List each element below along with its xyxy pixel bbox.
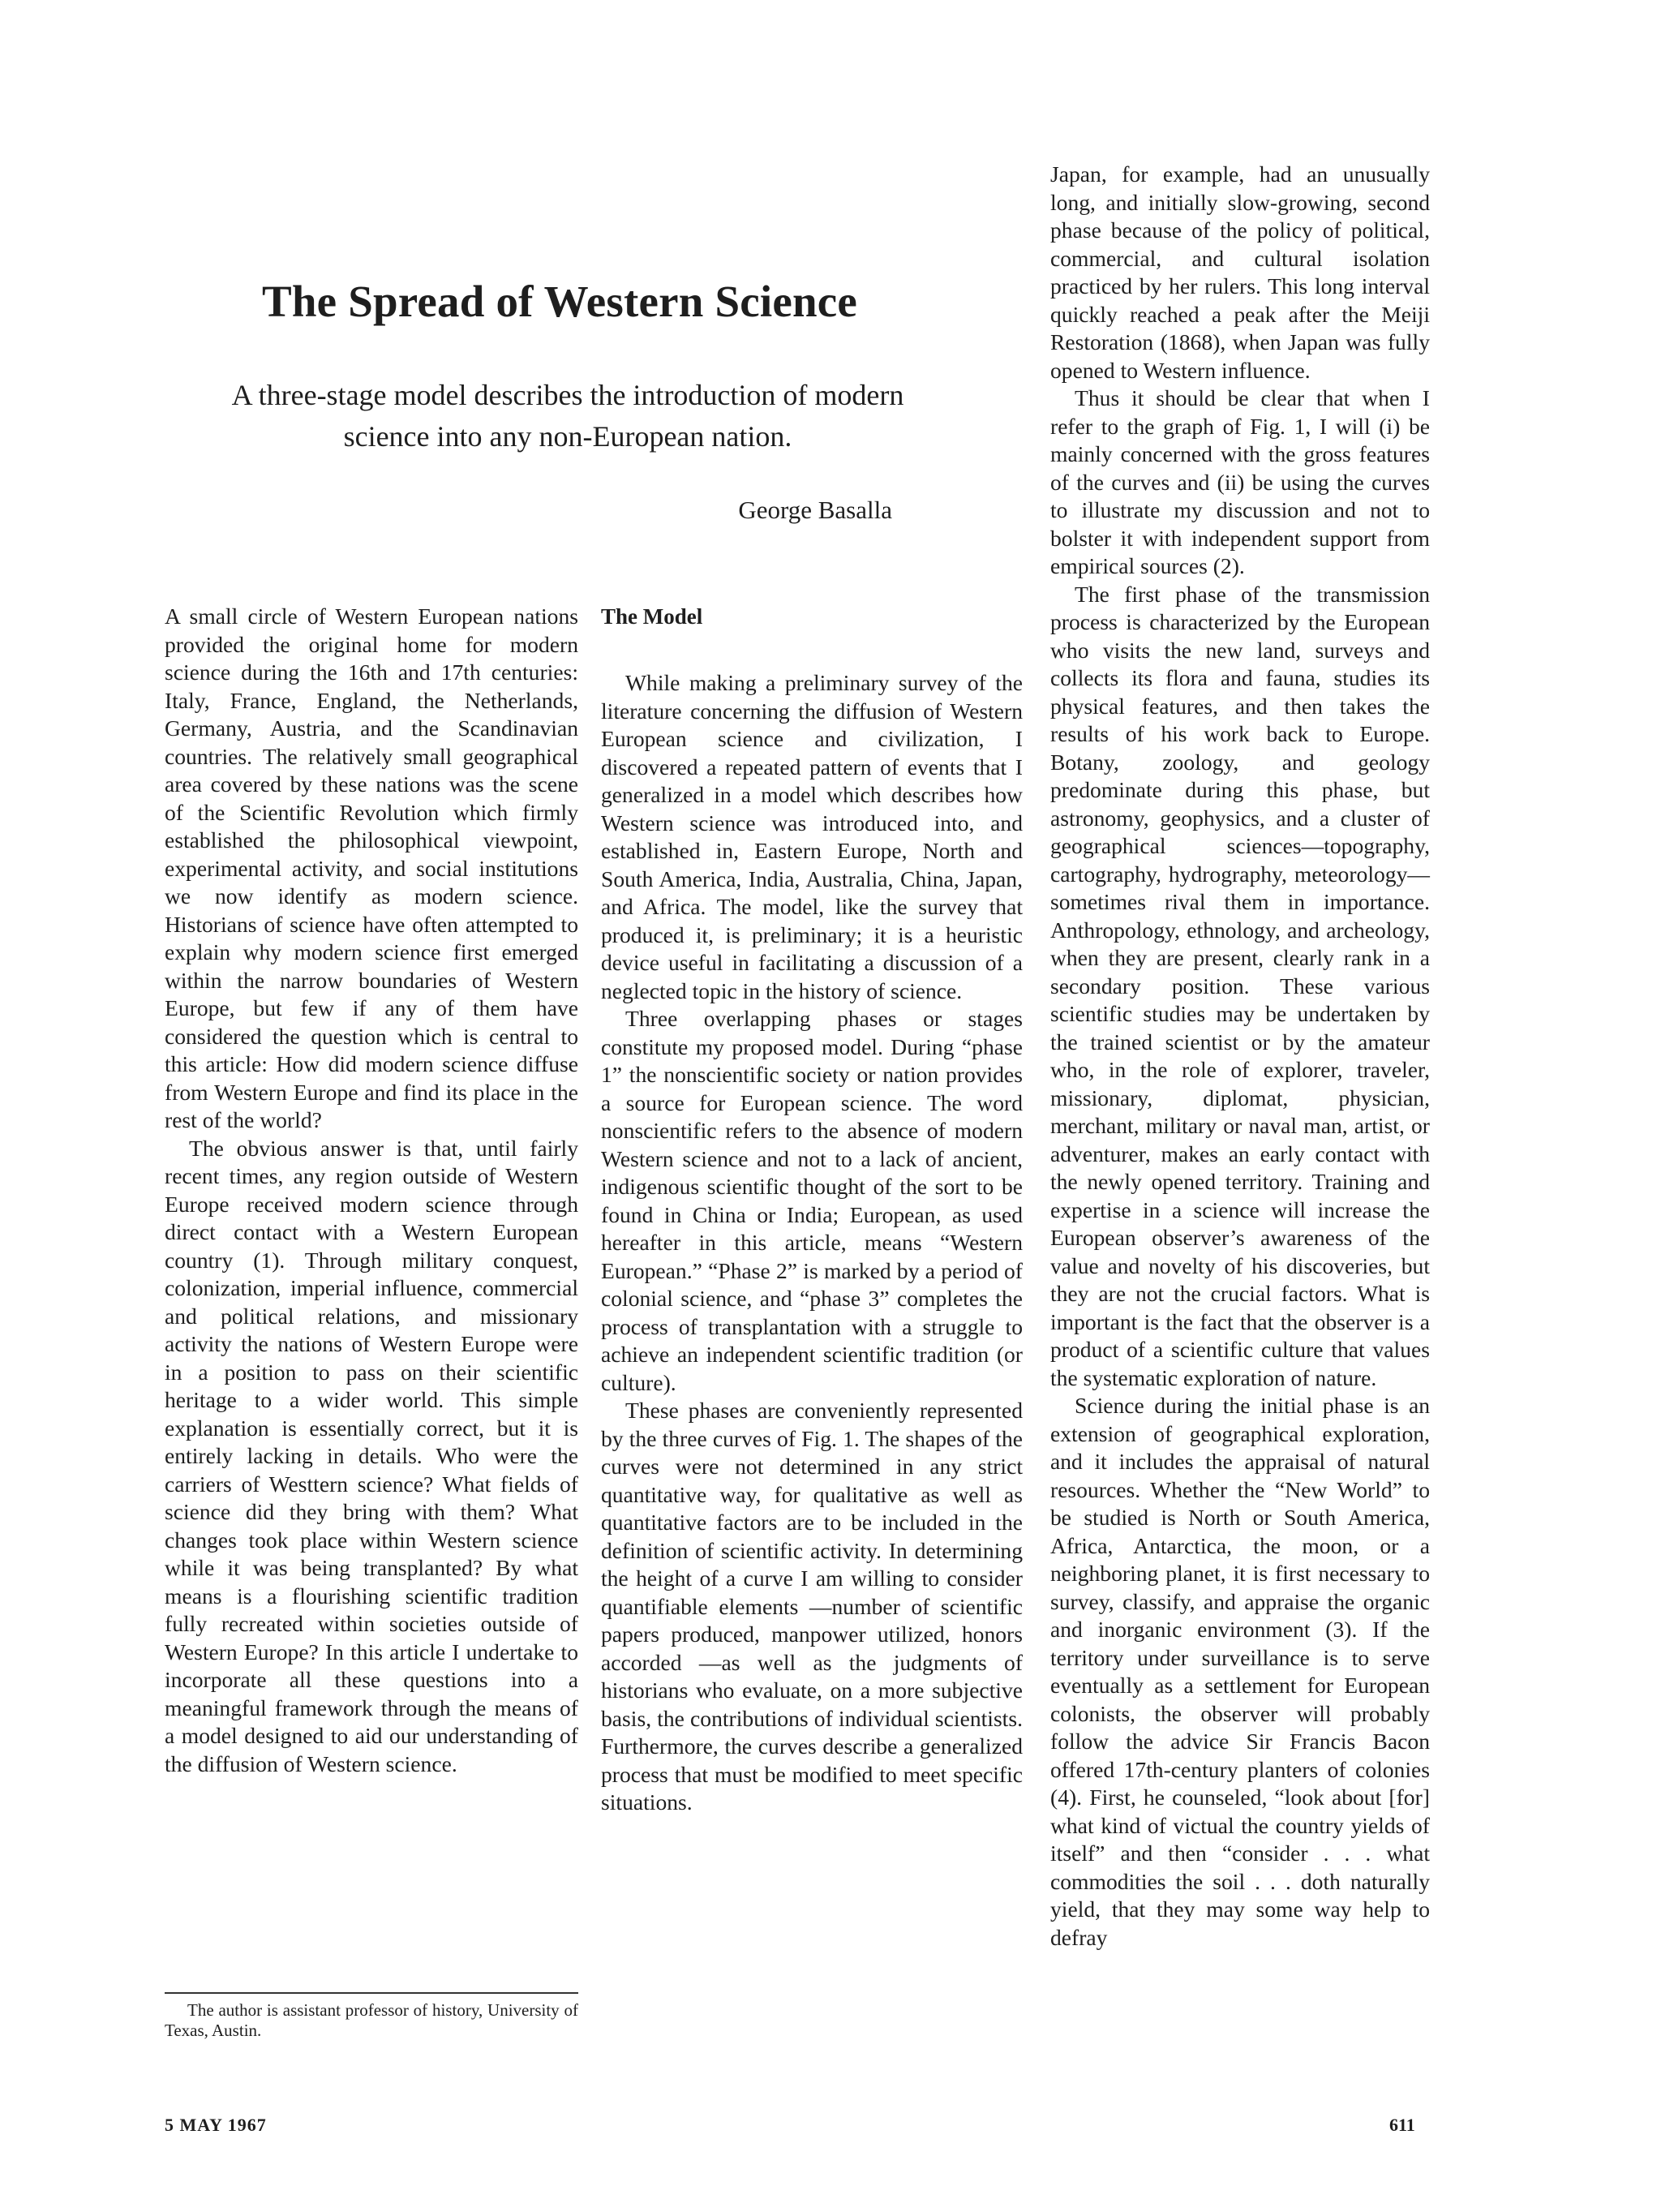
body-paragraph: These phases are conveniently represented by the three curves of Fig. 1. The shapes of the curves were not determined in any strict quantitative way, for qualitative as well as quantitative factors are to be included in the definition of scientific activity. In determining the height of a curve I am willing to consider quantifiable elements —number of scientific papers produced, manpower utilized, honors accorded —as well as the judgments of historians who evaluate, on a more subjective basis, the contributions of individual scientists. Furthermore, the curves describe a generalized process that must be modified to meet specific situations. <box>601 1398 1023 1815</box>
text-column-3 <box>1050 161 1430 1952</box>
body-paragraph: Thus it should be clear that when I refer to the graph of Fig. 1, I will (i) be mainly concerned with the gross features of the curves and (ii) be using the curves to illustrate my discussion and not to bolster it with independent support from empirical sources (2). <box>1050 385 1430 578</box>
body-paragraph: Science during the initial phase is an extension of geographical exploration, and it includes the appraisal of natural resources. Whether the “New World” to be studied is North or South America, Africa, Antarctica, the moon, or a neighboring planet, it is first necessary to survey, classify, and appraise the organic and inorganic environment (3). If the territory under surveillance is to serve eventually as a settlement for European colonists, the observer will probably follow the advice Sir Francis Bacon offered 17th-century planters of colonies (4). First, he counseled, “look about [for] what kind of victual the country yields of itself” and then “consider . . . what commodities the soil . . . doth naturally yield, that they may some way help to defray <box>1050 1393 1430 1950</box>
body-paragraph: While making a preliminary survey of the literature concerning the diffusion of Western European science and civilization, I discovered a repeated pattern of events that I generalized in a model which describes how Western science was introduced into, and established in, Eastern Europe, North and South America, India, Australia, China, Japan, and Africa. The model, like the survey that produced it, is preliminary; it is a heuristic device useful in facilitating a discussion of a neglected topic in the history of science. <box>601 670 1023 1003</box>
section-heading: The Model <box>601 604 703 629</box>
author-footnote: The author is assistant professor of history, University of Texas, Austin. <box>165 2000 578 2040</box>
title-block <box>203 276 916 327</box>
article-subtitle: A three-stage model describes the introduction of modern science into any non-European nation. <box>231 379 904 453</box>
issue-date: 5 MAY 1967 <box>165 2115 267 2135</box>
text-column-2 <box>601 603 1023 1817</box>
body-paragraph: Three overlapping phases or stages constitute my proposed model. During “phase 1” the nonscientific society or nation provides a source for European science. The word nonscientific refers to the absence of modern Western science and not to a lack of ancient, indigenous scientific thought of the sort to be found in China or India; European, as used hereafter in this article, means “Western European.” “Phase 2” is marked by a period of colonial science, and “phase 3” completes the process of transplantation with a struggle to achieve an independent scientific tradition (or culture). <box>601 1006 1023 1395</box>
footnote-divider <box>165 1992 578 1994</box>
author-byline: George Basalla <box>738 496 892 524</box>
body-paragraph: Japan, for example, had an unusually long, and initially slow-growing, second phase because of the policy of political, commercial, and cultural isolation practiced by her rulers. This long interval quickly reached a peak after the Meiji Restoration (1868), when Japan was fully opened to Western influence. <box>1050 161 1430 383</box>
text-column-1 <box>165 603 578 1778</box>
article-title: The Spread of Western Science <box>261 277 857 326</box>
page-number: 611 <box>1389 2115 1415 2135</box>
body-paragraph: The obvious answer is that, until fairly recent times, any region outside of Western Europe received modern science through direct contact with a Western European country (1). Through military conquest, colonization, imperial influence, commercial and political relations, and missionary activity the nations of Western Europe were in a position to pass on their scientific heritage to a wider world. This simple explanation is essentially correct, but it is entirely lacking in details. Who were the carriers of Westtern science? What fields of science did they bring with them? What changes took place within Western science while it was being transplanted? By what means is a flourishing scientific tradition fully recreated within societies outside of Western Europe? In this article I undertake to incorporate all these questions into a meaningful framework through the means of a model designed to aid our understanding of the diffusion of Western science. <box>165 1135 578 1776</box>
body-paragraph: The first phase of the transmission process is characterized by the European who visits the new land, surveys and collects its flora and fauna, studies its physical features, and then takes the results of his work back to Europe. Botany, zoology, and geology predominate during this phase, but astronomy, geophysics, and a cluster of geographical sciences—topography, cartography, hydrography, meteorology—sometimes rival them in importance. Anthropology, ethnology, and archeology, when they are present, clearly rank in a secondary position. These various scientific studies may be undertaken by the trained scientist or by the amateur who, in the role of explorer, traveler, missionary, diplomat, physician, merchant, military or naval man, artist, or adventurer, makes an early contact with the newly opened territory. Training and expertise in a science will increase the European observer’s awareness of the value and novelty of his discoveries, but they are not the crucial factors. What is important is the fact that the observer is a product of a scientific culture that values the systematic exploration of nature. <box>1050 581 1430 1390</box>
body-paragraph: A small circle of Western European nations provided the original home for modern science during the 16th and 17th centuries: Italy, France, England, the Netherlands, Germany, Austria, and the Scandinavian countries. The relatively small geographical area covered by these nations was the scene of the Scientific Revolution which firmly established the philosophical viewpoint, experimental activity, and social institutions we now identify as modern science. Historians of science have often attempted to explain why modern science first emerged within the narrow boundaries of Western Europe, but few if any of them have considered the question which is central to this article: How did modern science diffuse from Western Europe and find its place in the rest of the world? <box>165 603 578 1132</box>
